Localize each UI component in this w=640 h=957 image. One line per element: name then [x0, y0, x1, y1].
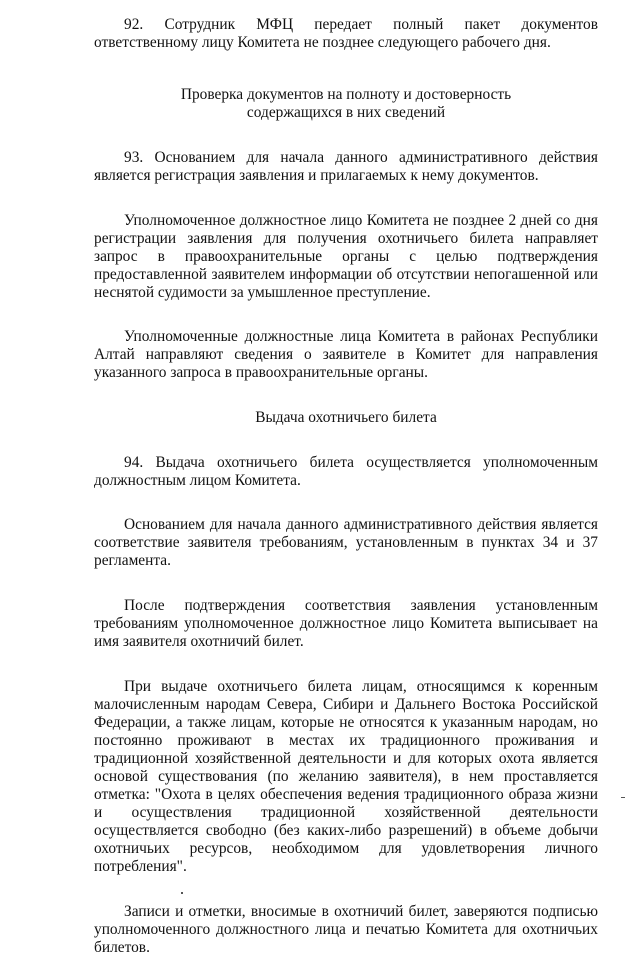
paragraph-after-confirmation: После подтверждения соответствия заявления установленным требованиям уполномоченное должностное лицо Комитета выписывает на имя заявителя охотничий билет.	[94, 597, 598, 650]
paragraph-94: 94. Выдача охотничьего билета осуществляется уполномоченным должностным лицом Комитета.	[94, 454, 598, 489]
paragraph-indigenous-peoples: При выдаче охотничьего билета лицам, относящимся к коренным малочисленным народам Севера, Сибири и Дальнего Востока Российской Федерации, а также лицам, которые не относятся к указанным народам, но постоянно проживают в местах их традиционного проживания и традиционной хозяйственной деятельности и для которых охота является основой существования (по желанию заявителя), в нем проставляется отметка: "Охота в целях обеспечения ведения традиционного образа жизни и осуществления традиционной хозяйственной деятельности осуществляется свободно (без каких-либо разрешений) в объеме добычи охотничьих ресурсов, необходимом для удовлетворения личного потребления".	[94, 678, 598, 875]
scan-speck	[181, 892, 183, 894]
section-heading-document-check-line2: содержащихся в них сведений	[246, 104, 446, 121]
paragraph-law-enforcement-request: Уполномоченное должностное лицо Комитета не позднее 2 дней со дня регистрации заявления для получения охотничьего билета направляет запрос в правоохранительные органы с целью подтверждения предоставленной заявителем информации об отсутствии непогашенной или неснятой судимости за умышленное преступление.	[94, 212, 598, 301]
section-heading-document-check-line1: Проверка документов на полноту и достоверность	[180, 86, 512, 103]
paragraph-records-certification: Записи и отметки, вносимые в охотничий билет, заверяются подписью уполномоченного должностного лица и печатью Комитета для охотничьих билетов.	[94, 903, 598, 956]
section-heading-ticket-issue: Выдача охотничьего билета	[255, 409, 437, 426]
document-body	[94, 16, 598, 957]
paragraph-93: 93. Основанием для начала данного административного действия является регистрация заявления и прилагаемых к нему документов.	[94, 149, 598, 184]
paragraph-92: 92. Сотрудник МФЦ передает полный пакет документов ответственному лицу Комитета не позднее следующего рабочего дня.	[94, 16, 598, 51]
scan-speck	[621, 797, 625, 798]
paragraph-issue-basis: Основанием для начала данного административного действия является соответствие заявителя требованиям, установленным в пунктах 34 и 37 регламента.	[94, 516, 598, 569]
paragraph-district-officials: Уполномоченные должностные лица Комитета в районах Республики Алтай направляют сведения о заявителе в Комитет для направления указанного запроса в правоохранительные органы.	[94, 328, 598, 381]
